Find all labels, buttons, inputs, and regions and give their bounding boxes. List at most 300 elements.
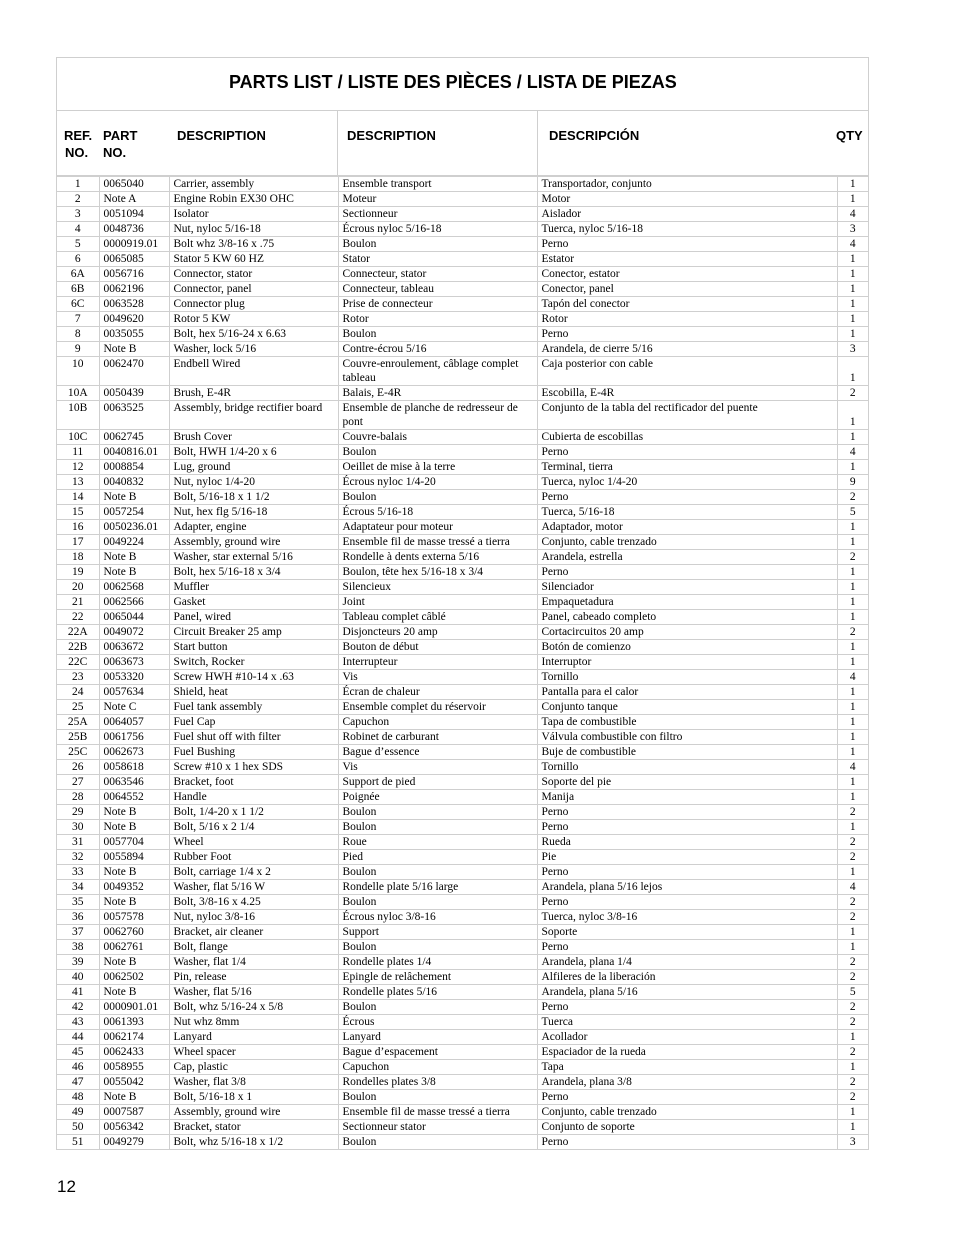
ref-no-cell: 22A <box>57 625 99 640</box>
ref-no-cell: 33 <box>57 865 99 880</box>
table-row <box>57 850 868 865</box>
description-es-cell: Soporte del pie <box>537 775 837 790</box>
ref-no-cell: 30 <box>57 820 99 835</box>
part-no-cell: Note B <box>99 490 169 505</box>
description-fr-cell: Boulon <box>338 445 537 460</box>
ref-no-cell: 27 <box>57 775 99 790</box>
ref-no-cell: 40 <box>57 970 99 985</box>
description-en-cell: Brush, E-4R <box>169 386 338 401</box>
qty-cell: 1 <box>837 1060 868 1075</box>
description-en-cell: Fuel tank assembly <box>169 700 338 715</box>
ref-no-cell: 4 <box>57 222 99 237</box>
description-es-cell: Buje de combustible <box>537 745 837 760</box>
table-row <box>57 267 868 282</box>
description-fr-cell: Connecteur, tableau <box>338 282 537 297</box>
description-es-cell: Botón de comienzo <box>537 640 837 655</box>
ref-no-cell: 32 <box>57 850 99 865</box>
table-row <box>57 985 868 1000</box>
description-en-cell: Stator 5 KW 60 HZ <box>169 252 338 267</box>
description-en-cell: Lug, ground <box>169 460 338 475</box>
table-row <box>57 835 868 850</box>
description-es-cell: Conjunto tanque <box>537 700 837 715</box>
description-es-cell: Tuerca, nyloc 3/8-16 <box>537 910 837 925</box>
qty-cell: 1 <box>837 192 868 207</box>
ref-no-cell: 25B <box>57 730 99 745</box>
qty-cell: 2 <box>837 386 868 401</box>
header-description-fr: DESCRIPTION <box>347 128 436 143</box>
ref-no-cell: 16 <box>57 520 99 535</box>
part-no-cell: 0040816.01 <box>99 445 169 460</box>
table-row <box>57 790 868 805</box>
description-fr-cell: Bouton de début <box>338 640 537 655</box>
part-no-cell: 0062761 <box>99 940 169 955</box>
ref-no-cell: 10B <box>57 401 99 430</box>
part-no-cell: 0056342 <box>99 1120 169 1135</box>
qty-cell: 1 <box>837 312 868 327</box>
description-es-cell: Cortacircuitos 20 amp <box>537 625 837 640</box>
ref-no-cell: 22B <box>57 640 99 655</box>
description-en-cell: Connector, panel <box>169 282 338 297</box>
description-fr-cell: Boulon <box>338 327 537 342</box>
ref-no-cell: 9 <box>57 342 99 357</box>
part-no-cell: 0057578 <box>99 910 169 925</box>
ref-no-cell: 6B <box>57 282 99 297</box>
part-no-cell: 0062760 <box>99 925 169 940</box>
qty-cell: 2 <box>837 835 868 850</box>
part-no-cell: Note B <box>99 550 169 565</box>
ref-no-cell: 21 <box>57 595 99 610</box>
part-no-cell: 0000919.01 <box>99 237 169 252</box>
qty-cell: 2 <box>837 805 868 820</box>
ref-no-cell: 2 <box>57 192 99 207</box>
description-en-cell: Gasket <box>169 595 338 610</box>
description-fr-cell: Lanyard <box>338 1030 537 1045</box>
qty-cell: 1 <box>837 565 868 580</box>
description-es-cell: Perno <box>537 895 837 910</box>
qty-cell: 2 <box>837 970 868 985</box>
description-es-cell: Acollador <box>537 1030 837 1045</box>
ref-no-cell: 47 <box>57 1075 99 1090</box>
ref-no-cell: 6C <box>57 297 99 312</box>
part-no-cell: 0057704 <box>99 835 169 850</box>
description-fr-cell: Ensemble de planche de redresseur de pont <box>338 401 537 430</box>
table-row <box>57 685 868 700</box>
description-fr-cell: Ensemble fil de masse tressé a tierra <box>338 1105 537 1120</box>
description-es-cell: Perno <box>537 445 837 460</box>
description-es-cell: Tapa <box>537 1060 837 1075</box>
description-es-cell: Perno <box>537 327 837 342</box>
description-es-cell: Estator <box>537 252 837 267</box>
part-no-cell: Note B <box>99 895 169 910</box>
qty-cell: 1 <box>837 297 868 312</box>
description-en-cell: Endbell Wired <box>169 357 338 386</box>
description-en-cell: Bolt, HWH 1/4-20 x 6 <box>169 445 338 460</box>
description-en-cell: Nut, nyloc 3/8-16 <box>169 910 338 925</box>
description-en-cell: Bolt, 5/16-18 x 1 <box>169 1090 338 1105</box>
qty-cell: 1 <box>837 610 868 625</box>
part-no-cell: 0062566 <box>99 595 169 610</box>
description-es-cell: Arandela, plana 3/8 <box>537 1075 837 1090</box>
qty-cell: 1 <box>837 685 868 700</box>
ref-no-cell: 42 <box>57 1000 99 1015</box>
qty-cell: 1 <box>837 655 868 670</box>
description-es-cell: Perno <box>537 805 837 820</box>
description-en-cell: Nut, nyloc 1/4-20 <box>169 475 338 490</box>
part-no-cell: 0049224 <box>99 535 169 550</box>
part-no-cell: 0057634 <box>99 685 169 700</box>
ref-no-cell: 28 <box>57 790 99 805</box>
parts-list-frame <box>56 57 869 1150</box>
ref-no-cell: 22C <box>57 655 99 670</box>
title-band <box>57 58 868 111</box>
table-row <box>57 1105 868 1120</box>
header-ref-no <box>64 127 92 161</box>
description-fr-cell: Oeillet de mise à la terre <box>338 460 537 475</box>
table-row <box>57 895 868 910</box>
description-es-cell: Espaciador de la rueda <box>537 1045 837 1060</box>
part-no-cell: 0055894 <box>99 850 169 865</box>
description-es-cell: Arandela, estrella <box>537 550 837 565</box>
description-fr-cell: Roue <box>338 835 537 850</box>
description-es-cell: Empaquetadura <box>537 595 837 610</box>
description-en-cell: Bolt, 5/16 x 2 1/4 <box>169 820 338 835</box>
ref-no-cell: 25 <box>57 700 99 715</box>
description-es-cell: Conjunto, cable trenzado <box>537 1105 837 1120</box>
table-row <box>57 640 868 655</box>
table-row <box>57 192 868 207</box>
description-fr-cell: Connecteur, stator <box>338 267 537 282</box>
description-fr-cell: Support de pied <box>338 775 537 790</box>
ref-no-cell: 6A <box>57 267 99 282</box>
ref-no-cell: 22 <box>57 610 99 625</box>
description-fr-cell: Boulon <box>338 820 537 835</box>
table-row <box>57 297 868 312</box>
qty-cell: 2 <box>837 1015 868 1030</box>
description-fr-cell: Rondelles plates 3/8 <box>338 1075 537 1090</box>
ref-no-cell: 25C <box>57 745 99 760</box>
description-fr-cell: Tableau complet câblé <box>338 610 537 625</box>
description-fr-cell: Écrous 5/16-18 <box>338 505 537 520</box>
part-no-cell: Note B <box>99 985 169 1000</box>
table-row <box>57 1000 868 1015</box>
description-fr-cell: Support <box>338 925 537 940</box>
table-row <box>57 970 868 985</box>
part-no-cell: 0062673 <box>99 745 169 760</box>
description-fr-cell: Boulon <box>338 895 537 910</box>
description-fr-cell: Vis <box>338 760 537 775</box>
table-row <box>57 580 868 595</box>
ref-no-cell: 36 <box>57 910 99 925</box>
qty-cell: 1 <box>837 790 868 805</box>
table-row <box>57 1060 868 1075</box>
description-en-cell: Lanyard <box>169 1030 338 1045</box>
qty-cell: 1 <box>837 430 868 445</box>
description-en-cell: Engine Robin EX30 OHC <box>169 192 338 207</box>
table-row <box>57 490 868 505</box>
description-es-cell: Arandela, plana 5/16 lejos <box>537 880 837 895</box>
description-en-cell: Screw HWH #10-14 x .63 <box>169 670 338 685</box>
description-fr-cell: Boulon <box>338 490 537 505</box>
header-divider-fr <box>537 111 538 176</box>
header-part-line2: NO. <box>103 145 127 160</box>
ref-no-cell: 14 <box>57 490 99 505</box>
description-fr-cell: Epingle de relâchement <box>338 970 537 985</box>
qty-cell: 1 <box>837 580 868 595</box>
qty-cell: 1 <box>837 1030 868 1045</box>
ref-no-cell: 29 <box>57 805 99 820</box>
part-no-cell: Note B <box>99 342 169 357</box>
part-no-cell: Note B <box>99 565 169 580</box>
qty-cell: 1 <box>837 730 868 745</box>
description-fr-cell: Boulon <box>338 237 537 252</box>
description-es-cell: Arandela, plana 1/4 <box>537 955 837 970</box>
header-part-line1: PART <box>103 128 138 143</box>
ref-no-cell: 24 <box>57 685 99 700</box>
table-row <box>57 925 868 940</box>
header-description-es: DESCRIPCIÓN <box>549 128 640 143</box>
description-en-cell: Cap, plastic <box>169 1060 338 1075</box>
part-no-cell: 0049279 <box>99 1135 169 1150</box>
qty-cell: 1 <box>837 745 868 760</box>
ref-no-cell: 10A <box>57 386 99 401</box>
description-fr-cell: Disjoncteurs 20 amp <box>338 625 537 640</box>
description-en-cell: Rubber Foot <box>169 850 338 865</box>
description-es-cell: Perno <box>537 1090 837 1105</box>
qty-cell: 2 <box>837 850 868 865</box>
description-fr-cell: Écrous <box>338 1015 537 1030</box>
description-es-cell: Pantalla para el calor <box>537 685 837 700</box>
description-fr-cell: Rondelle plate 5/16 large <box>338 880 537 895</box>
description-fr-cell: Écrous nyloc 5/16-18 <box>338 222 537 237</box>
ref-no-cell: 26 <box>57 760 99 775</box>
part-no-cell: 0048736 <box>99 222 169 237</box>
description-es-cell: Perno <box>537 865 837 880</box>
qty-cell: 1 <box>837 1105 868 1120</box>
qty-cell: 1 <box>837 820 868 835</box>
description-es-cell: Perno <box>537 565 837 580</box>
description-en-cell: Washer, flat 5/16 <box>169 985 338 1000</box>
description-en-cell: Bolt, hex 5/16-18 x 3/4 <box>169 565 338 580</box>
ref-no-cell: 46 <box>57 1060 99 1075</box>
qty-cell: 3 <box>837 342 868 357</box>
ref-no-cell: 8 <box>57 327 99 342</box>
qty-cell: 4 <box>837 670 868 685</box>
description-es-cell: Rueda <box>537 835 837 850</box>
table-row <box>57 745 868 760</box>
description-es-cell: Arandela, de cierre 5/16 <box>537 342 837 357</box>
table-row <box>57 1120 868 1135</box>
ref-no-cell: 3 <box>57 207 99 222</box>
table-row <box>57 910 868 925</box>
description-fr-cell: Écrous nyloc 3/8-16 <box>338 910 537 925</box>
part-no-cell: 0062745 <box>99 430 169 445</box>
table-row <box>57 282 868 297</box>
description-fr-cell: Prise de connecteur <box>338 297 537 312</box>
description-es-cell: Soporte <box>537 925 837 940</box>
table-row <box>57 880 868 895</box>
description-en-cell: Assembly, ground wire <box>169 1105 338 1120</box>
description-es-cell: Tapón del conector <box>537 297 837 312</box>
description-fr-cell: Boulon <box>338 865 537 880</box>
table-row <box>57 342 868 357</box>
ref-no-cell: 44 <box>57 1030 99 1045</box>
part-no-cell: Note A <box>99 192 169 207</box>
description-en-cell: Nut, hex flg 5/16-18 <box>169 505 338 520</box>
qty-cell: 3 <box>837 1135 868 1150</box>
description-fr-cell: Rondelle plates 1/4 <box>338 955 537 970</box>
description-en-cell: Bracket, foot <box>169 775 338 790</box>
ref-no-cell: 6 <box>57 252 99 267</box>
description-fr-cell: Boulon, tête hex 5/16-18 x 3/4 <box>338 565 537 580</box>
description-fr-cell: Contre-écrou 5/16 <box>338 342 537 357</box>
description-en-cell: Washer, flat 3/8 <box>169 1075 338 1090</box>
ref-no-cell: 17 <box>57 535 99 550</box>
description-fr-cell: Interrupteur <box>338 655 537 670</box>
qty-cell: 1 <box>837 715 868 730</box>
table-row <box>57 177 868 192</box>
ref-no-cell: 38 <box>57 940 99 955</box>
description-es-cell: Perno <box>537 1135 837 1150</box>
description-en-cell: Brush Cover <box>169 430 338 445</box>
part-no-cell: 0049352 <box>99 880 169 895</box>
description-en-cell: Connector, stator <box>169 267 338 282</box>
description-fr-cell: Boulon <box>338 1135 537 1150</box>
ref-no-cell: 12 <box>57 460 99 475</box>
part-no-cell: 0063525 <box>99 401 169 430</box>
description-en-cell: Bolt, 1/4-20 x 1 1/2 <box>169 805 338 820</box>
description-fr-cell: Rondelle plates 5/16 <box>338 985 537 1000</box>
part-no-cell: 0062568 <box>99 580 169 595</box>
table-row <box>57 1030 868 1045</box>
description-es-cell: Perno <box>537 490 837 505</box>
description-es-cell: Perno <box>537 1000 837 1015</box>
description-es-cell: Tuerca, 5/16-18 <box>537 505 837 520</box>
part-no-cell: 0055042 <box>99 1075 169 1090</box>
part-no-cell: 0050439 <box>99 386 169 401</box>
qty-cell: 2 <box>837 1045 868 1060</box>
qty-cell: 2 <box>837 895 868 910</box>
header-description-en: DESCRIPTION <box>177 128 266 143</box>
part-no-cell: 0057254 <box>99 505 169 520</box>
header-ref-line2: NO. <box>65 145 89 160</box>
part-no-cell: 0008854 <box>99 460 169 475</box>
ref-no-cell: 34 <box>57 880 99 895</box>
description-en-cell: Fuel Bushing <box>169 745 338 760</box>
ref-no-cell: 5 <box>57 237 99 252</box>
qty-cell: 2 <box>837 1090 868 1105</box>
description-fr-cell: Bague d’espacement <box>338 1045 537 1060</box>
table-row <box>57 520 868 535</box>
description-en-cell: Bolt, flange <box>169 940 338 955</box>
ref-no-cell: 48 <box>57 1090 99 1105</box>
description-en-cell: Washer, flat 5/16 W <box>169 880 338 895</box>
table-row <box>57 207 868 222</box>
table-row <box>57 940 868 955</box>
part-no-cell: 0007587 <box>99 1105 169 1120</box>
table-row <box>57 237 868 252</box>
description-fr-cell: Rotor <box>338 312 537 327</box>
qty-cell: 2 <box>837 550 868 565</box>
ref-no-cell: 41 <box>57 985 99 1000</box>
qty-cell: 1 <box>837 1120 868 1135</box>
table-row <box>57 505 868 520</box>
description-en-cell: Washer, star external 5/16 <box>169 550 338 565</box>
description-en-cell: Fuel shut off with filter <box>169 730 338 745</box>
table-row <box>57 550 868 565</box>
table-header <box>57 111 868 176</box>
ref-no-cell: 43 <box>57 1015 99 1030</box>
ref-no-cell: 10C <box>57 430 99 445</box>
part-no-cell: 0056716 <box>99 267 169 282</box>
description-es-cell: Adaptador, motor <box>537 520 837 535</box>
description-en-cell: Assembly, ground wire <box>169 535 338 550</box>
description-en-cell: Bolt, 5/16-18 x 1 1/2 <box>169 490 338 505</box>
description-fr-cell: Balais, E-4R <box>338 386 537 401</box>
part-no-cell: Note B <box>99 955 169 970</box>
description-es-cell: Alfileres de la liberación <box>537 970 837 985</box>
description-en-cell: Wheel <box>169 835 338 850</box>
part-no-cell: 0065085 <box>99 252 169 267</box>
description-en-cell: Washer, lock 5/16 <box>169 342 338 357</box>
part-no-cell: Note B <box>99 1090 169 1105</box>
description-fr-cell: Capuchon <box>338 1060 537 1075</box>
ref-no-cell: 49 <box>57 1105 99 1120</box>
ref-no-cell: 11 <box>57 445 99 460</box>
table-row <box>57 775 868 790</box>
qty-cell: 1 <box>837 775 868 790</box>
description-en-cell: Washer, flat 1/4 <box>169 955 338 970</box>
description-es-cell: Panel, cabeado completo <box>537 610 837 625</box>
table-row <box>57 1075 868 1090</box>
part-no-cell: 0050236.01 <box>99 520 169 535</box>
description-en-cell: Assembly, bridge rectifier board <box>169 401 338 430</box>
part-no-cell: 0062502 <box>99 970 169 985</box>
part-no-cell: 0065044 <box>99 610 169 625</box>
qty-cell: 2 <box>837 1075 868 1090</box>
ref-no-cell: 19 <box>57 565 99 580</box>
description-fr-cell: Robinet de carburant <box>338 730 537 745</box>
description-fr-cell: Capuchon <box>338 715 537 730</box>
description-fr-cell: Couvre-balais <box>338 430 537 445</box>
description-en-cell: Screw #10 x 1 hex SDS <box>169 760 338 775</box>
part-no-cell: 0051094 <box>99 207 169 222</box>
part-no-cell: 0063673 <box>99 655 169 670</box>
qty-cell: 2 <box>837 1000 868 1015</box>
table-row <box>57 1015 868 1030</box>
description-en-cell: Nut, nyloc 5/16-18 <box>169 222 338 237</box>
description-es-cell: Pie <box>537 850 837 865</box>
part-no-cell: 0062470 <box>99 357 169 386</box>
part-no-cell: 0063672 <box>99 640 169 655</box>
table-row <box>57 625 868 640</box>
qty-cell: 2 <box>837 625 868 640</box>
part-no-cell: Note B <box>99 865 169 880</box>
table-row <box>57 610 868 625</box>
qty-cell: 1 <box>837 535 868 550</box>
description-fr-cell: Ensemble transport <box>338 177 537 192</box>
description-es-cell: Escobilla, E-4R <box>537 386 837 401</box>
ref-no-cell: 31 <box>57 835 99 850</box>
description-es-cell: Transportador, conjunto <box>537 177 837 192</box>
description-es-cell: Conjunto, cable trenzado <box>537 535 837 550</box>
description-fr-cell: Écrous nyloc 1/4-20 <box>338 475 537 490</box>
description-es-cell: Motor <box>537 192 837 207</box>
description-es-cell: Tornillo <box>537 760 837 775</box>
description-en-cell: Bracket, air cleaner <box>169 925 338 940</box>
part-no-cell: 0058955 <box>99 1060 169 1075</box>
description-en-cell: Switch, Rocker <box>169 655 338 670</box>
table-row <box>57 386 868 401</box>
